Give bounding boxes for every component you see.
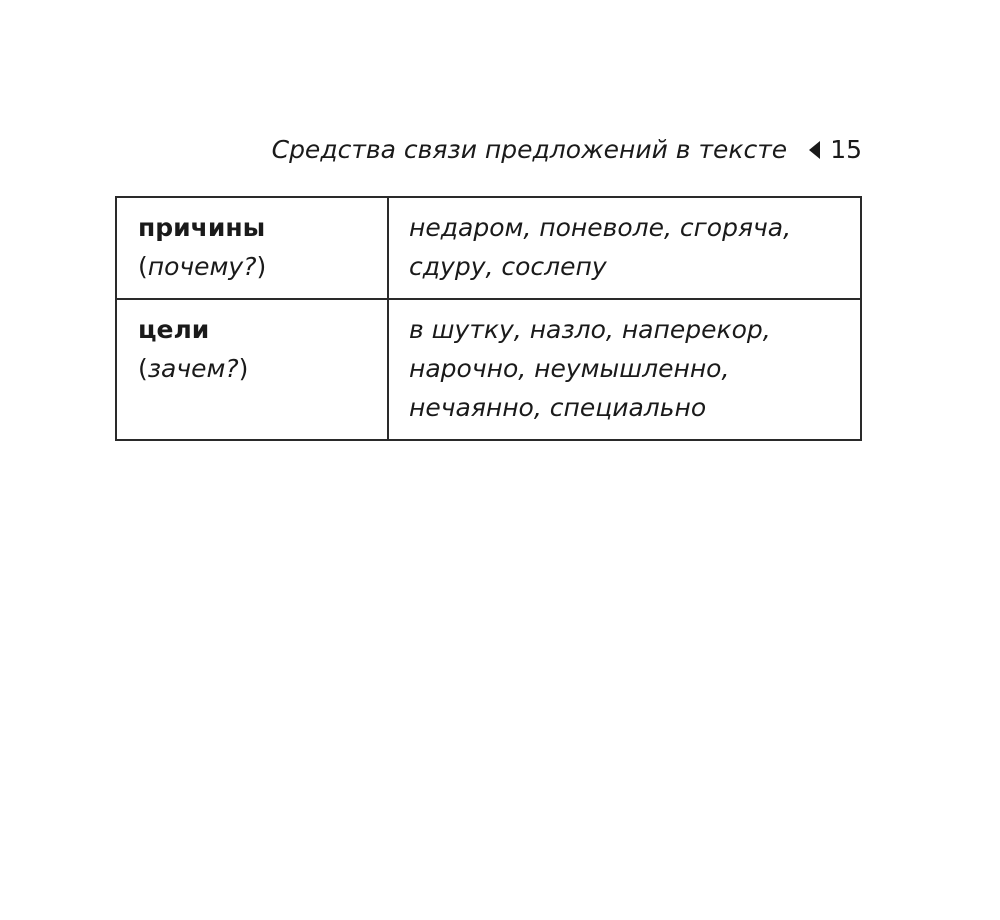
running-head xyxy=(272,132,862,168)
term-label: причины xyxy=(138,213,266,242)
question-label: (почему?) xyxy=(138,252,267,281)
term-label: цели xyxy=(138,315,210,344)
page-number: 15 xyxy=(830,135,862,164)
question-text: почему? xyxy=(147,252,257,281)
table-row xyxy=(116,299,861,440)
section-title: Средства связи предложений в тексте xyxy=(271,135,788,164)
question-text: зачем? xyxy=(147,354,239,383)
question-label: (зачем?) xyxy=(138,354,249,383)
examples-cell: недаром, поневоле, сгоряча, сдуру, сослепу xyxy=(388,197,861,299)
examples-cell: в шутку, назло, наперекор, нарочно, неумышленно, нечаянно, специально xyxy=(388,299,861,440)
term-cell xyxy=(116,299,388,440)
term-cell xyxy=(116,197,388,299)
table-row xyxy=(116,197,861,299)
adverb-table xyxy=(115,196,862,441)
triangle-marker-icon xyxy=(809,141,820,159)
